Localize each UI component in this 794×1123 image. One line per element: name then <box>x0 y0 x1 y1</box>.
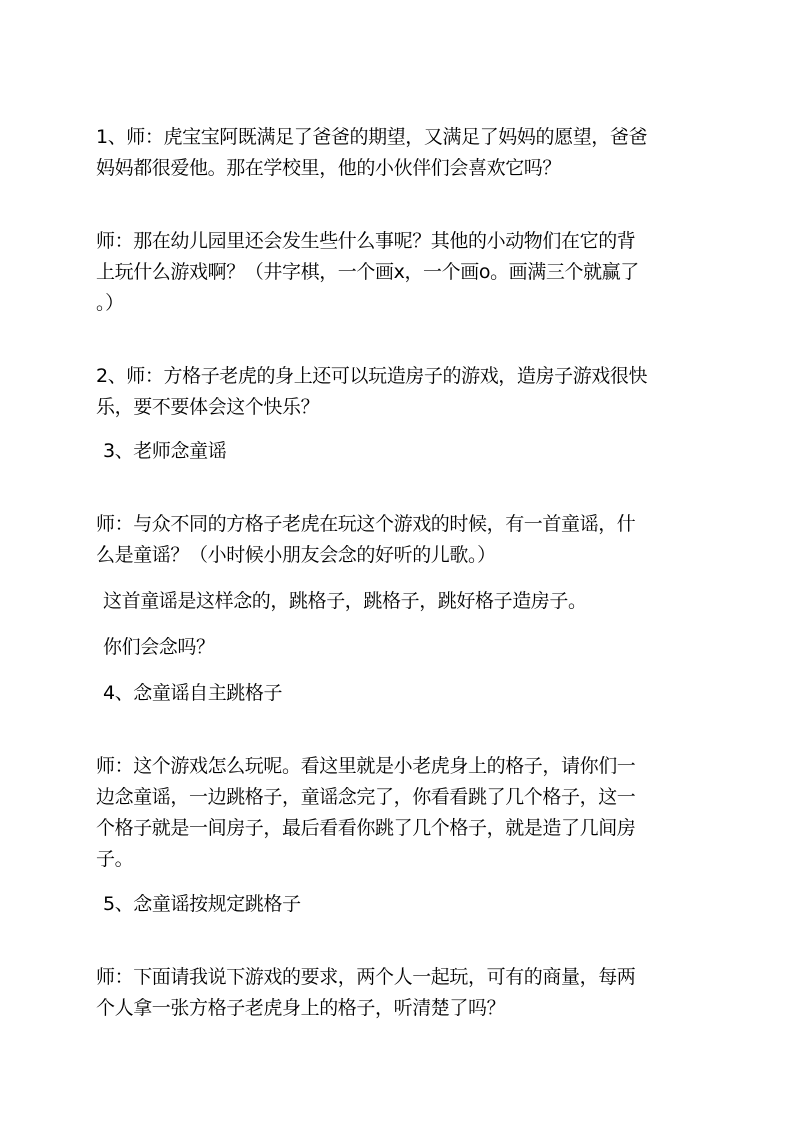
section-heading-5 <box>103 889 301 920</box>
paragraph-8-line-1: 师：下面请我说下游戏的要求，两个人一起玩，可有的商量，每两 <box>96 966 636 988</box>
paragraph-2 <box>96 226 639 319</box>
paragraph-3-line-2: 乐，要不要体会这个快乐？ <box>96 396 320 418</box>
paragraph-2-line-3: 。） <box>96 292 124 314</box>
paragraph-7-line-2: 边念童谣，一边跳格子，童谣念完了，你看看跳了几个格子，这一 <box>96 786 636 808</box>
paragraph-2-line-1: 师：那在幼儿园里还会发生些什么事呢？其他的小动物们在它的背 <box>96 230 636 252</box>
paragraph-5 <box>103 586 587 617</box>
paragraph-1-line-2: 妈妈都很爱他。那在学校里，他的小伙伴们会喜欢它吗？ <box>96 157 562 179</box>
paragraph-5-text: 这首童谣是这样念的，跳格子，跳格子，跳好格子造房子。 <box>103 590 587 612</box>
paragraph-3-line-1: 2、师：方格子老虎的身上还可以玩造房子的游戏，造房子游戏很快 <box>96 365 648 387</box>
paragraph-2-line-2: 上玩什么游戏啊？（井字棋，一个画x，一个画o。画满三个就赢了 <box>96 261 639 283</box>
paragraph-7 <box>96 751 635 875</box>
section-heading-3-text: 3、老师念童谣 <box>103 440 227 462</box>
paragraph-8-line-2: 个人拿一张方格子老虎身上的格子，听清楚了吗？ <box>96 997 506 1019</box>
paragraph-3 <box>96 361 647 423</box>
paragraph-7-line-1: 师：这个游戏怎么玩呢。看这里就是小老虎身上的格子，请你们一 <box>96 755 636 777</box>
paragraph-7-line-4: 子。 <box>96 848 134 870</box>
paragraph-1 <box>96 122 647 184</box>
section-heading-4 <box>103 678 282 709</box>
paragraph-7-line-3: 个格子就是一间房子，最后看看你跳了几个格子，就是造了几间房 <box>96 817 636 839</box>
paragraph-8 <box>96 962 635 1024</box>
section-heading-3 <box>103 436 226 467</box>
paragraph-4-line-2: 么是童谣？（小时候小朋友会念的好听的儿歌。） <box>96 544 496 566</box>
paragraph-4-line-1: 师：与众不同的方格子老虎在玩这个游戏的时候，有一首童谣，什 <box>96 513 636 535</box>
paragraph-4 <box>96 509 635 571</box>
paragraph-1-line-1: 1、师：虎宝宝阿既满足了爸爸的期望，又满足了妈妈的愿望，爸爸 <box>96 126 648 148</box>
paragraph-6-text: 你们会念吗？ <box>103 636 215 658</box>
section-heading-4-text: 4、念童谣自主跳格子 <box>103 682 283 704</box>
paragraph-6 <box>103 632 215 663</box>
section-heading-5-text: 5、念童谣按规定跳格子 <box>103 893 301 915</box>
